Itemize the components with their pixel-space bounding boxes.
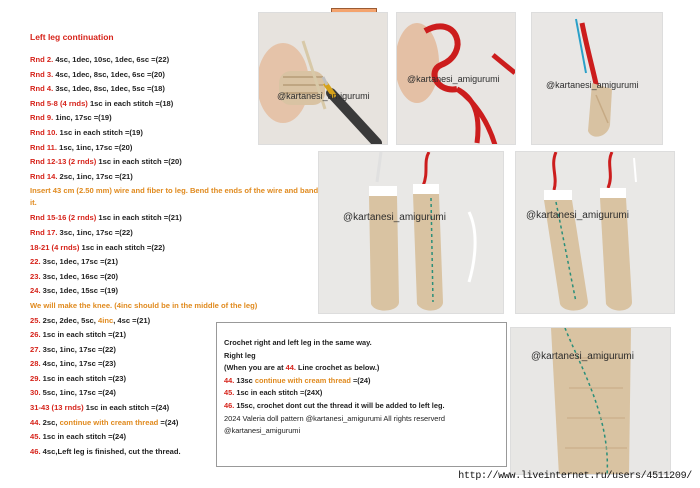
pattern-row: Rnd 17. 3sc, 1inc, 17sc =(22) bbox=[30, 227, 133, 237]
row-45: 45. 1sc in each stitch =(24) bbox=[30, 432, 127, 442]
pattern-row: 18-21 (4 rnds) 1sc in each stitch =(22) bbox=[30, 242, 165, 252]
copyright-line: 2024 Valeria doll pattern @kartanesi_amigurumi All rights reserverd bbox=[224, 413, 445, 423]
author-handle: @kartanesi_amigurumi bbox=[224, 426, 301, 436]
leg-wire-illustration bbox=[532, 13, 663, 145]
wire-note: Insert 43 cm (2.50 mm) wire and fiber to leg. Bend the ends of the wire and band it. bbox=[30, 186, 319, 208]
row-30: 30. 5sc, 1inc, 17sc =(24) bbox=[30, 388, 116, 398]
row-31-43: 31-43 (13 rnds) 1sc in each stitch =(24) bbox=[30, 403, 170, 413]
note-row-45: 45. 1sc in each stitch =(24X) bbox=[224, 388, 323, 398]
pattern-row: 22. 3sc, 1dec, 17sc =(21) bbox=[30, 257, 119, 267]
watermark-text: @kartanesi_amigurumi bbox=[531, 351, 634, 362]
note-line-1: Crochet right and left leg in the same way. bbox=[224, 338, 372, 347]
row-28: 28. 4sc, 1inc, 17sc =(23) bbox=[30, 359, 116, 369]
knee-note: We will make the knee. (4inc should be in the middle of the leg) bbox=[30, 300, 258, 310]
photo-crochet-hook bbox=[258, 12, 388, 145]
note-row-46: 46. 15sc, crochet dont cut the thread it will be added to left leg. bbox=[224, 400, 445, 410]
row-27: 27. 3sc, 1inc, 17sc =(22) bbox=[30, 344, 116, 354]
hook-photo-illustration bbox=[259, 13, 388, 145]
note-row-44: 44. 13sc continue with cream thread =(24) bbox=[224, 375, 371, 385]
pattern-row: Rnd 15-16 (2 rnds) 1sc in each stitch =(21) bbox=[30, 213, 182, 223]
photo-legs-front bbox=[318, 151, 504, 314]
pattern-row: Rnd 10. 1sc in each stitch =(19) bbox=[30, 127, 143, 137]
source-url: http://www.liveinternet.ru/users/4511209/ bbox=[458, 471, 692, 482]
watermark-text: @kartanesi_amigurumi bbox=[343, 212, 446, 223]
pattern-row: Rnd 11. 1sc, 1inc, 17sc =(20) bbox=[30, 142, 133, 152]
pattern-row: Rnd 3. 4sc, 1dec, 8sc, 1dec, 6sc =(20) bbox=[30, 69, 165, 79]
photo-leg-closeup bbox=[510, 327, 671, 475]
note-line-3: (When you are at 44. Line crochet as below.) bbox=[224, 363, 380, 373]
pattern-row: Rnd 14. 2sc, 1inc, 17sc =(21) bbox=[30, 171, 133, 181]
pattern-row: Rnd 9. 1inc, 17sc =(19) bbox=[30, 113, 112, 123]
watermark-text: @kartanesi_amigurumi bbox=[277, 91, 370, 101]
pattern-row: 23. 3sc, 1dec, 16sc =(20) bbox=[30, 271, 119, 281]
row-29: 29. 1sc in each stitch =(23) bbox=[30, 373, 127, 383]
row-26: 26. 1sc in each stitch =(21) bbox=[30, 330, 127, 340]
row-46: 46. 4sc,Left leg is finished, cut the thread. bbox=[30, 446, 181, 456]
row-44: 44. 2sc, continue with cream thread =(24) bbox=[30, 417, 179, 427]
legs-front-illustration bbox=[319, 152, 504, 314]
pattern-row: Rnd 2. 4sc, 1dec, 10sc, 1dec, 6sc =(22) bbox=[30, 55, 170, 64]
photo-leg-with-wire bbox=[531, 12, 663, 145]
photo-red-wire bbox=[396, 12, 516, 145]
pattern-row: Rnd 4. 3sc, 1dec, 8sc, 1dec, 5sc =(18) bbox=[30, 84, 165, 94]
note-right-leg-title: Right leg bbox=[224, 350, 256, 360]
pattern-row: 24. 3sc, 1dec, 15sc =(19) bbox=[30, 286, 119, 296]
photo-legs-side bbox=[515, 151, 675, 314]
section-heading: Left leg continuation bbox=[30, 32, 114, 42]
legs-side-illustration bbox=[516, 152, 675, 314]
pattern-row: Rnd 5-8 (4 rnds) 1sc in each stitch =(18) bbox=[30, 98, 174, 108]
watermark-text: @kartanesi_amigurumi bbox=[546, 80, 639, 90]
right-leg-note-box bbox=[216, 322, 507, 467]
row-25: 25. 2sc, 2dec, 5sc, 4inc, 4sc =(21) bbox=[30, 315, 151, 325]
pattern-row: Rnd 12-13 (2 rnds) 1sc in each stitch =(20) bbox=[30, 157, 182, 167]
watermark-text: @kartanesi_amigurumi bbox=[526, 210, 629, 221]
watermark-text: @kartanesi_amigurumi bbox=[407, 74, 500, 84]
